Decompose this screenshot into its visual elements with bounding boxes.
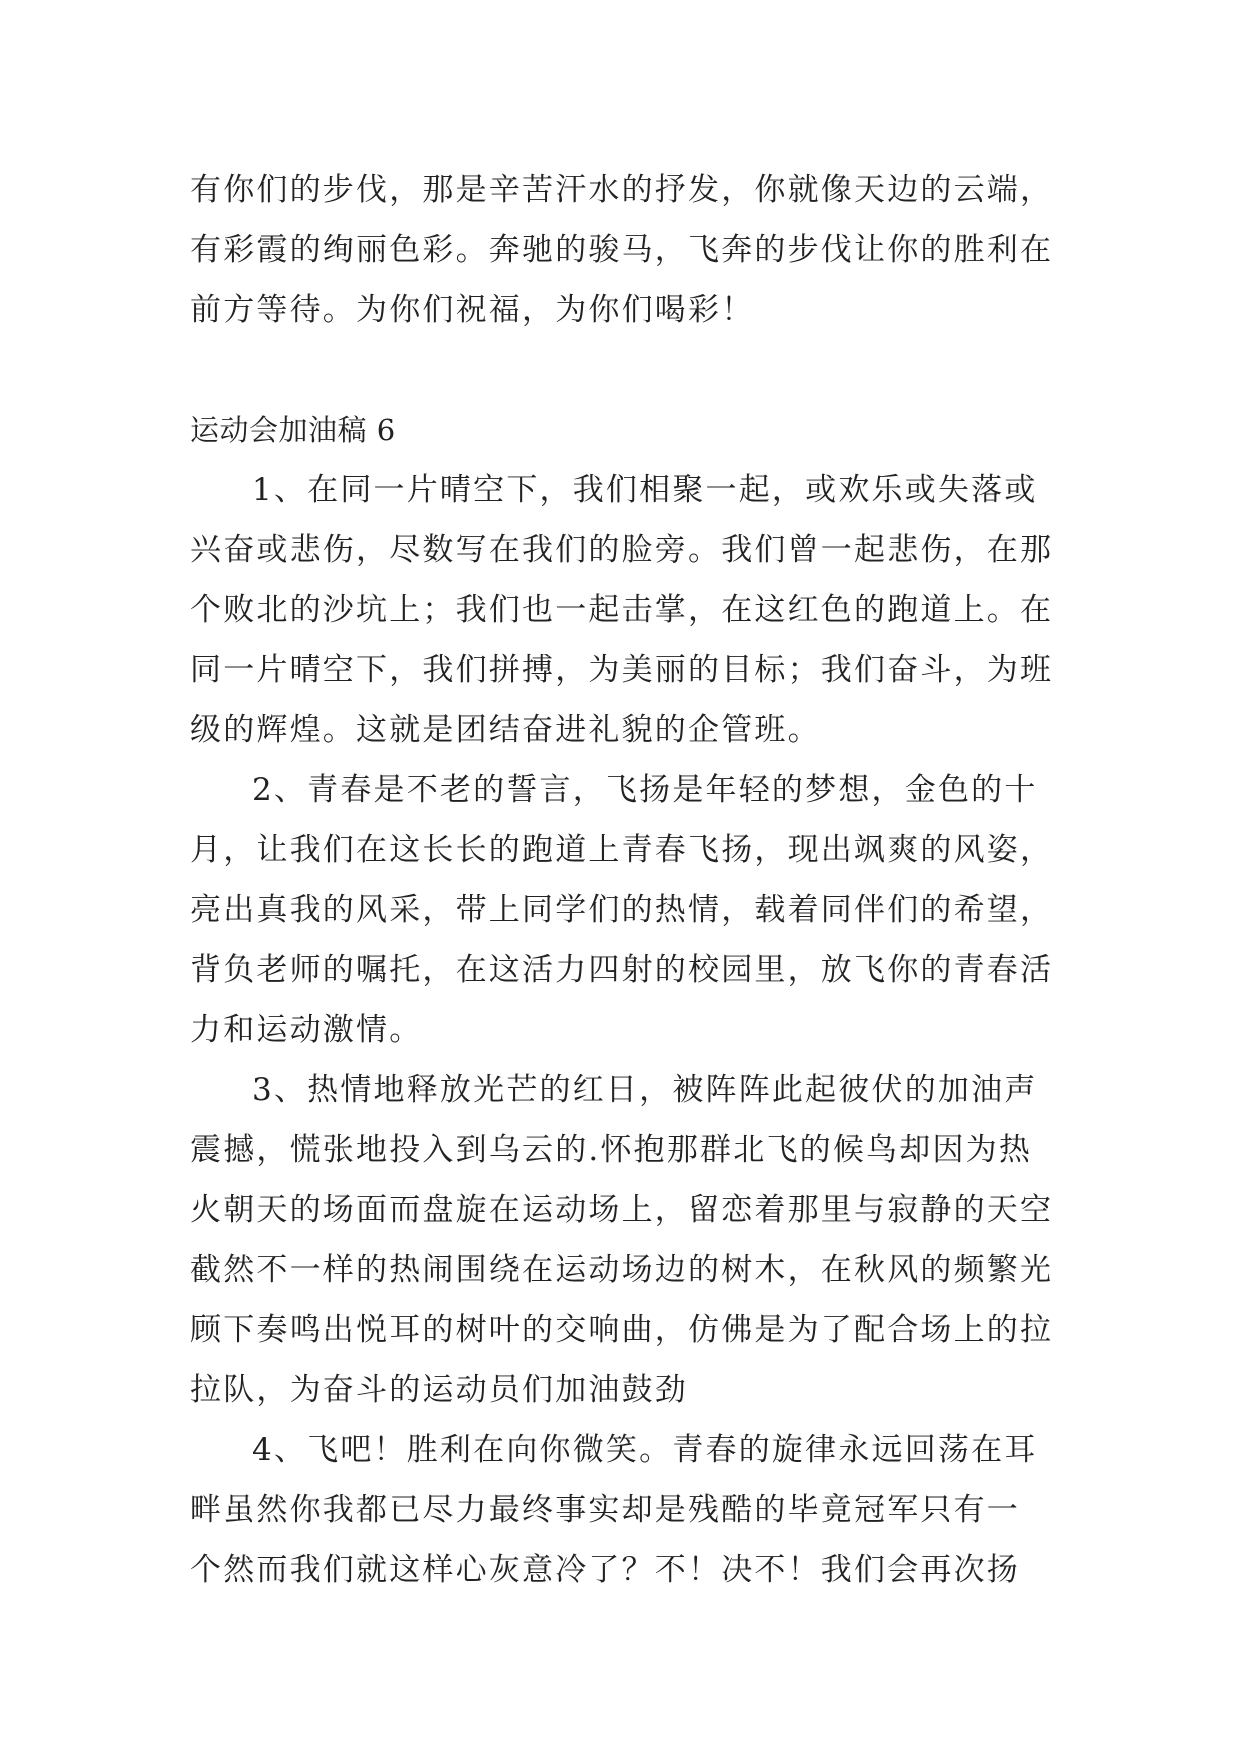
text-line: 同一片晴空下，我们拼搏，为美丽的目标；我们奋斗，为班: [190, 652, 1054, 688]
text-line: 亮出真我的风采，带上同学们的热情，载着同伴们的希望，: [190, 892, 1054, 928]
text-line: 2、青春是不老的誓言，飞扬是年轻的梦想，金色的十: [252, 772, 1038, 808]
paragraph-item-4: [190, 1420, 1045, 1600]
section-title: 运动会加油稿 6: [190, 413, 396, 447]
text-line: 兴奋或悲伤，尽数写在我们的脸旁。我们曾一起悲伤，在那: [190, 532, 1054, 568]
paragraph-item-1: [190, 460, 1054, 760]
document-body: [190, 160, 1054, 1600]
text-line: 顾下奏鸣出悦耳的树叶的交响曲，仿佛是为了配合场上的拉: [190, 1312, 1054, 1348]
text-line: 月，让我们在这长长的跑道上青春飞扬，现出飒爽的风姿，: [190, 832, 1054, 868]
text-line: 截然不一样的热闹围绕在运动场边的树木，在秋风的频繁光: [190, 1252, 1054, 1288]
text-line: 有彩霞的绚丽色彩。奔驰的骏马，飞奔的步伐让你的胜利在: [190, 232, 1054, 268]
text-line: 个败北的沙坑上；我们也一起击掌，在这红色的跑道上。在: [190, 592, 1054, 628]
text-line: 背负老师的嘱托，在这活力四射的校园里，放飞你的青春活: [190, 952, 1054, 988]
paragraph-item-2: [190, 760, 1054, 1060]
text-line: 级的辉煌。这就是团结奋进礼貌的企管班。: [190, 712, 821, 748]
intro-paragraph: [190, 160, 1054, 340]
text-line: 1、在同一片晴空下，我们相聚一起，或欢乐或失落或: [252, 472, 1038, 508]
text-line: 前方等待。为你们祝福，为你们喝彩！: [190, 292, 755, 328]
text-line: 拉队，为奋斗的运动员们加油鼓劲: [190, 1372, 688, 1408]
text-line: 3、热情地释放光芒的红日，被阵阵此起彼伏的加油声: [252, 1072, 1038, 1108]
text-line: 火朝天的场面而盘旋在运动场上，留恋着那里与寂静的天空: [190, 1192, 1054, 1228]
text-line: 力和运动激情。: [190, 1012, 423, 1048]
text-line: 个然而我们就这样心灰意冷了？不！决不！我们会再次扬: [190, 1552, 1020, 1588]
paragraph-item-3: [190, 1060, 1054, 1420]
text-line: 震撼，慌张地投入到乌云的.怀抱那群北飞的候鸟却因为热: [190, 1132, 1033, 1168]
text-line: 有你们的步伐，那是辛苦汗水的抒发，你就像天边的云端，: [190, 172, 1054, 208]
text-line: 畔虽然你我都已尽力最终事实却是残酷的毕竟冠军只有一: [190, 1492, 1020, 1528]
text-line: 4、飞吧！胜利在向你微笑。青春的旋律永远回荡在耳: [252, 1432, 1038, 1468]
